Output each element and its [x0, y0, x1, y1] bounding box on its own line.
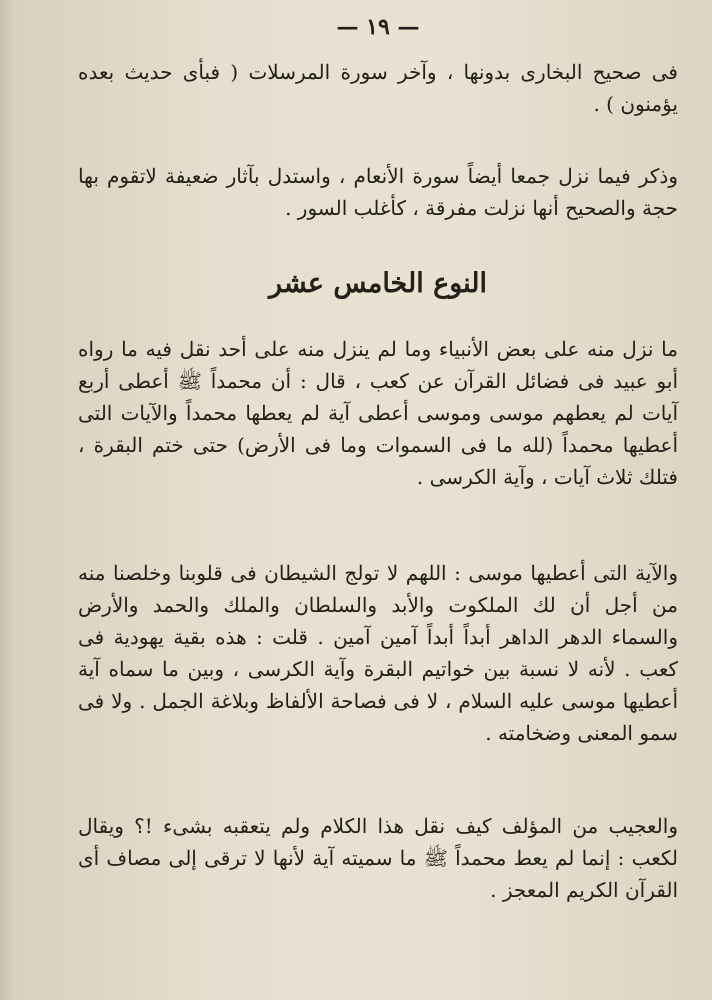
page-content: [78, 0, 678, 1000]
section-heading: النوع الخامس عشر: [268, 268, 488, 299]
page-number: — ١٩ —: [336, 14, 420, 40]
paragraph-3: ما نزل منه على بعض الأنبياء وما لم ينزل منه على أحد نقل فيه ما رواه أبو عبيد فى فضائل القرآن عن كعب ، قال : أن محمداً ﷺ أعطى أربع آيات لم يعطهم موسى وموسى أعطى آية لم يعطها محمداً والآيات التى أعطيها محمداً (لله ما فى السموات وما فى الأرض) حتى ختم البقرة ، فتلك ثلاث آيات ، وآية الكرسى .: [78, 337, 678, 489]
paragraph-4: والآية التى أعطيها موسى : اللهم لا تولج الشيطان فى قلوبنا وخلصنا منه من أجل أن لك الملكوت والأبد والسلطان والملك والحمد والأرض والسماء الدهر الداهر أبداً أبداً آمين آمين . قلت : هذه بقية يهودية فى كعب . لأنه لا نسبة بين خواتيم البقرة وآية الكرسى ، وبين ما سماه آية أعطيها موسى عليه السلام ، لا فى فصاحة الألفاظ وبلاغة الجمل . ولا فى سمو المعنى وضخامته .: [78, 561, 678, 745]
paragraph-1: فى صحيح البخارى بدونها ، وآخر سورة المرسلات ( فبأى حديث بعده يؤمنون ) .: [78, 60, 678, 116]
paragraph-2: وذكر فيما نزل جمعا أيضاً سورة الأنعام ، واستدل بآثار ضعيفة لاتقوم بها حجة والصحيح أنها نزلت مفرقة ، كأغلب السور .: [78, 164, 678, 220]
page-binding-shadow: [0, 0, 14, 1000]
paragraph-5: والعجيب من المؤلف كيف نقل هذا الكلام ولم يتعقبه بشىء !؟ ويقال لكعب : إنما لم يعط محمداً ﷺ ما سميته آية لأنها لا ترقى إلى مصاف أى القرآن الكريم المعجز .: [78, 814, 678, 902]
